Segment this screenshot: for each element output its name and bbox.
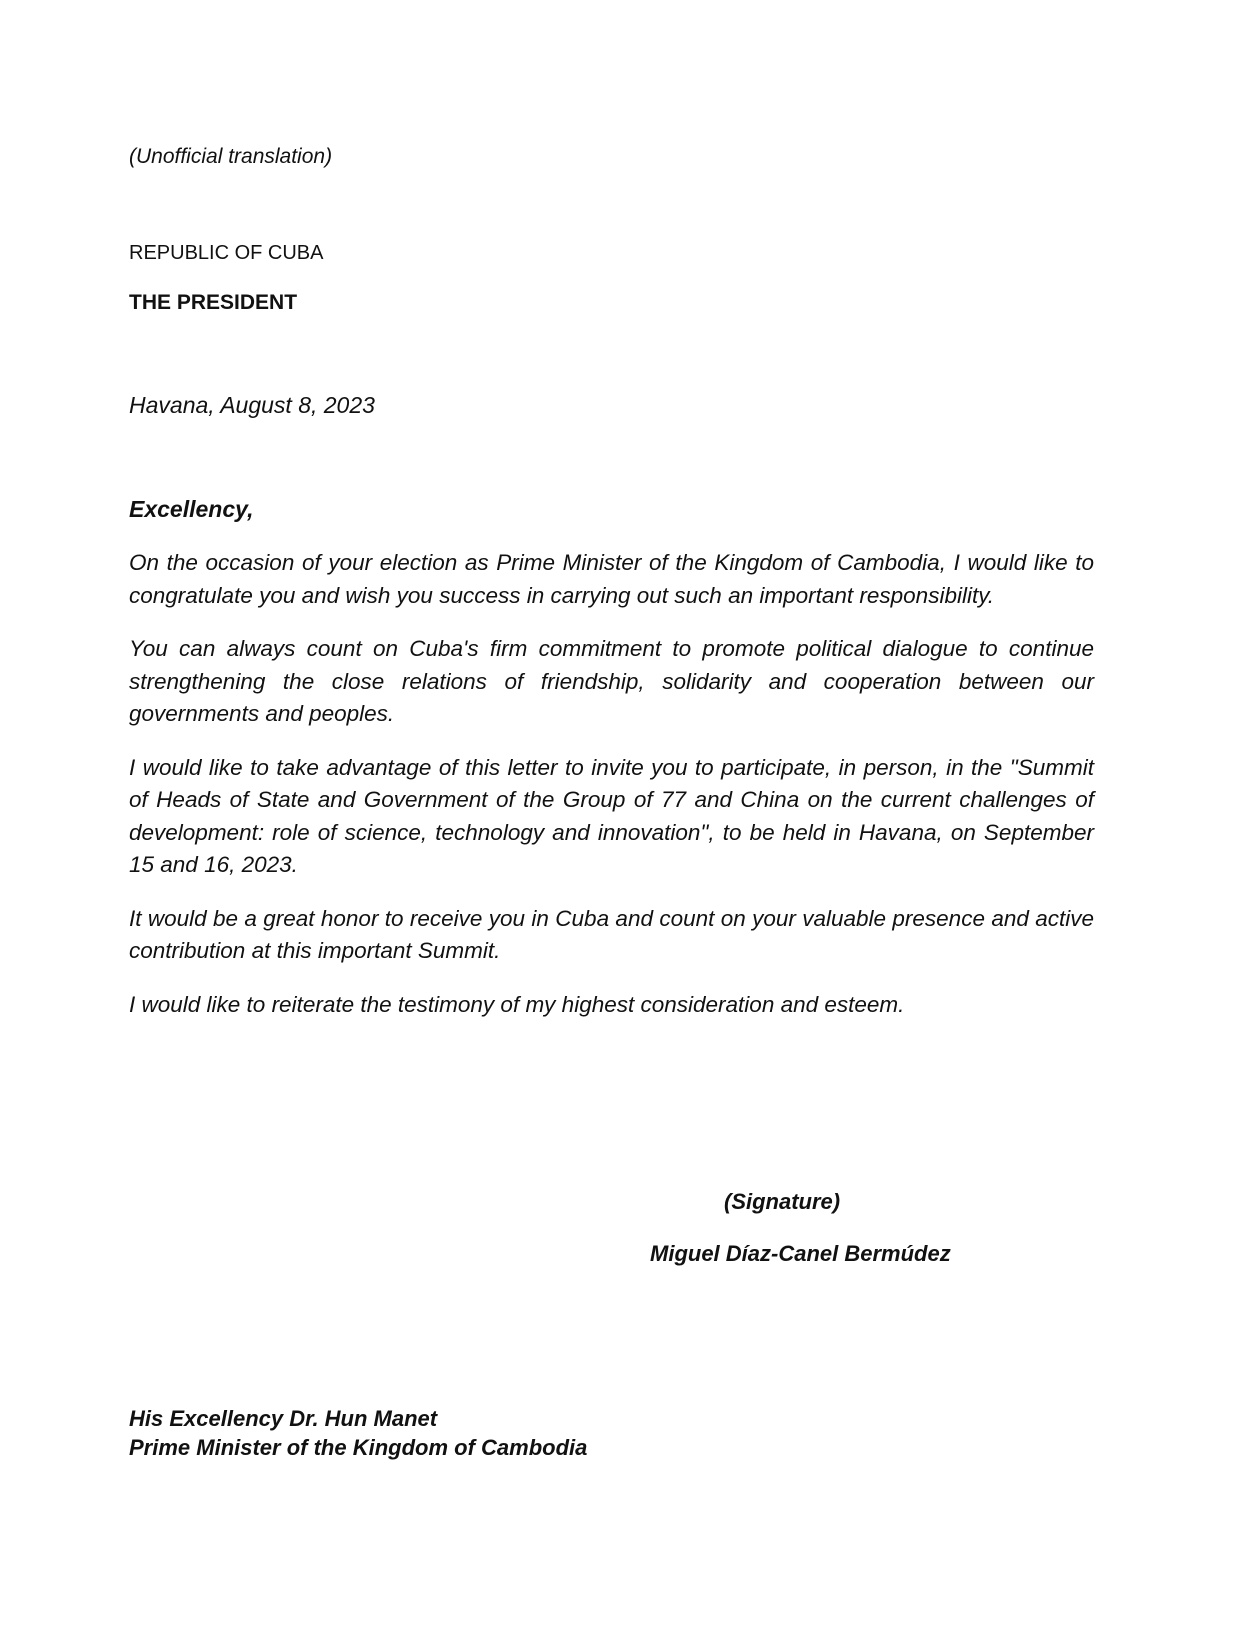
addressee-title: Prime Minister of the Kingdom of Cambodia bbox=[129, 1435, 588, 1460]
translation-note: (Unofficial translation) bbox=[129, 145, 333, 168]
salutation: Excellency, bbox=[129, 496, 254, 522]
signature-mark: (Signature) bbox=[724, 1189, 841, 1214]
body-paragraph: It would be a great honor to receive you in Cuba and count on your valuable presence and active contribution at this important Summit. bbox=[129, 905, 1094, 963]
issuer-country: REPUBLIC OF CUBA bbox=[129, 242, 324, 264]
dateline: Havana, August 8, 2023 bbox=[129, 392, 375, 418]
letter-body bbox=[129, 547, 1094, 1042]
body-paragraph: I would like to reiterate the testimony of my highest consideration and esteem. bbox=[129, 991, 905, 1017]
body-paragraph: I would like to take advantage of this letter to invite you to participate, in person, in the "Summit of Heads of State and Government of the Group of 77 and China on the current challenges of development: role of science, technology and innovation", to be held in Havana, on September 15 and 16, 2023. bbox=[129, 754, 1094, 877]
signatory-name: Miguel Díaz-Canel Bermúdez bbox=[650, 1241, 951, 1266]
addressee-block bbox=[129, 1404, 587, 1462]
addressee-name: His Excellency Dr. Hun Manet bbox=[129, 1406, 438, 1431]
issuer-office: THE PRESIDENT bbox=[129, 291, 298, 314]
body-paragraph: On the occasion of your election as Prime Minister of the Kingdom of Cambodia, I would like to congratulate you and wish you success in carrying out such an important responsibility. bbox=[129, 550, 1094, 608]
body-paragraph: You can always count on Cuba's firm commitment to promote political dialogue to continue strengthening the close relations of friendship, solidarity and cooperation between our governments and peoples. bbox=[129, 636, 1094, 726]
